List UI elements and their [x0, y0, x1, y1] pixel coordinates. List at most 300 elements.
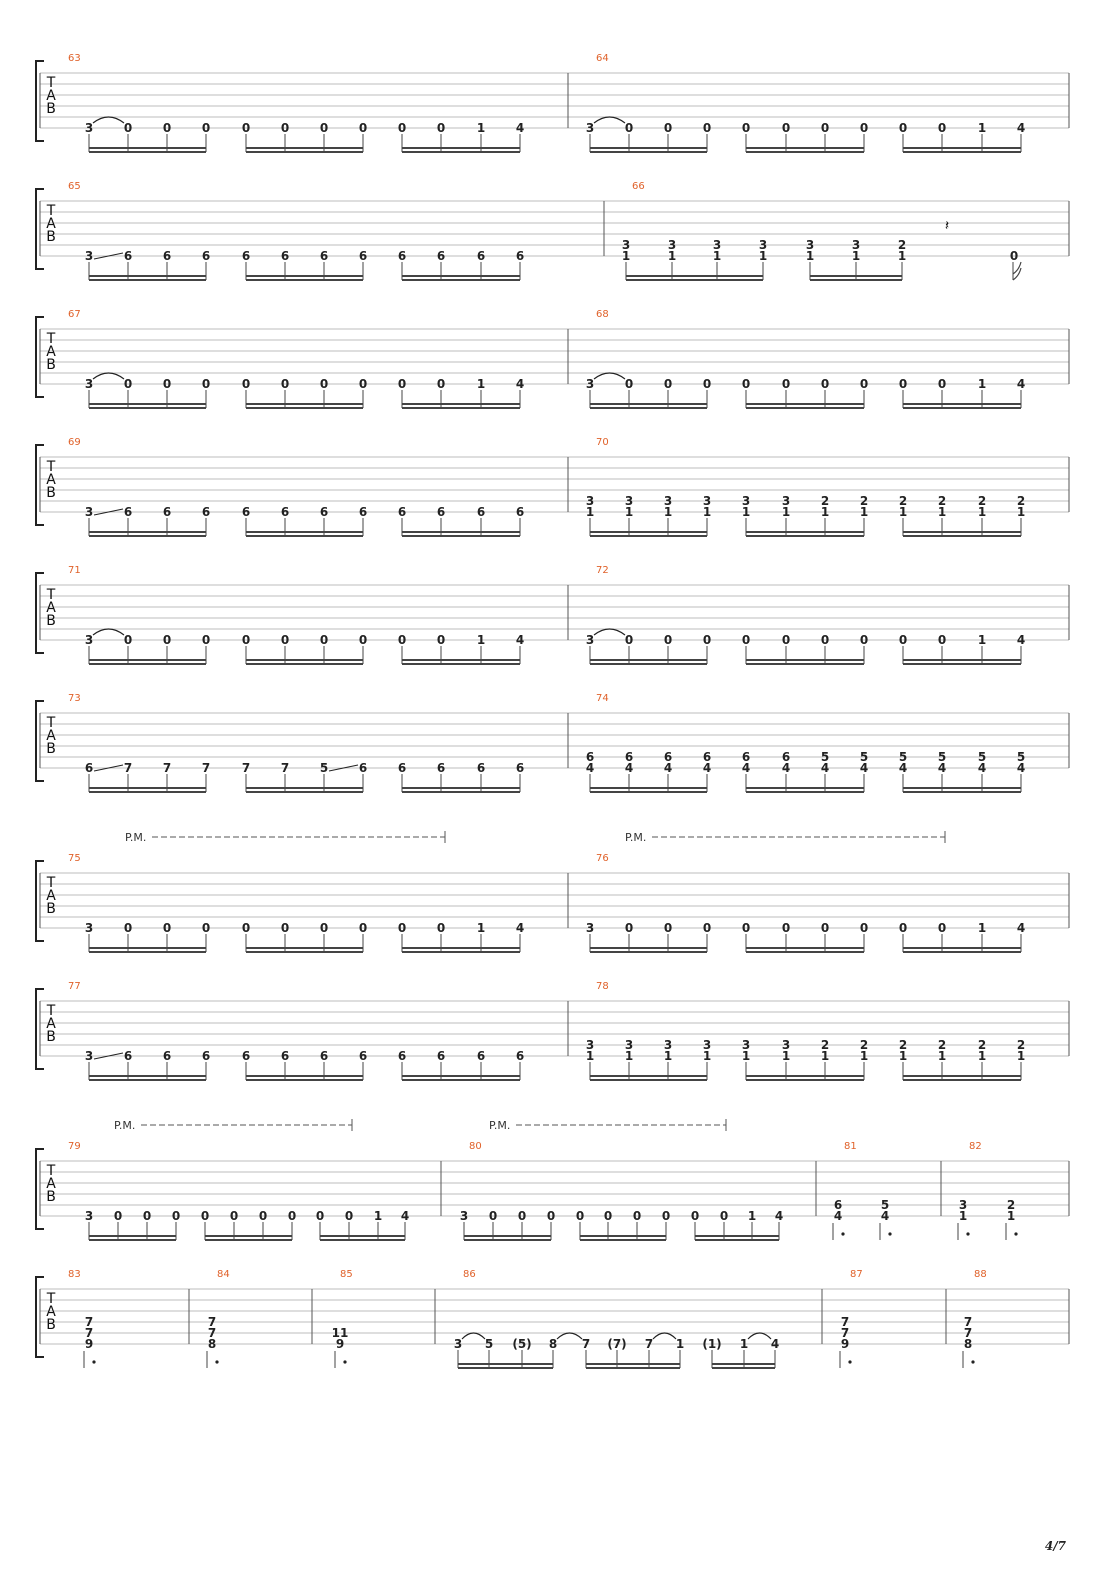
fret-number: 0	[436, 121, 446, 135]
fret-number: 7	[84, 1315, 94, 1329]
fret-number: 4	[400, 1209, 410, 1223]
fret-number: 0	[898, 377, 908, 391]
tab-clef-letter: T	[46, 1003, 56, 1019]
fret-number: 8	[963, 1337, 973, 1351]
fret-number: 6	[280, 1049, 290, 1063]
fret-number: 1	[675, 1337, 685, 1351]
fret-number: 0	[162, 633, 172, 647]
fret-number: 4	[585, 761, 595, 775]
fret-number: 3	[741, 494, 751, 508]
fret-number: 2	[820, 494, 830, 508]
fret-number: 4	[820, 761, 830, 775]
fret-number: 1	[898, 505, 908, 519]
fret-number: 4	[1016, 761, 1026, 775]
tab-clef-letter: B	[46, 613, 56, 629]
fret-number: 1	[663, 1049, 673, 1063]
fret-number: 6	[241, 505, 251, 519]
fret-number: 6	[280, 505, 290, 519]
fret-number: 7	[280, 761, 290, 775]
fret-number: 0	[200, 1209, 210, 1223]
fret-number: 7	[963, 1326, 973, 1340]
slur	[594, 117, 625, 123]
fret-number: 1	[621, 249, 631, 263]
fret-number: 3	[453, 1337, 463, 1351]
fret-number: 1	[476, 377, 486, 391]
fret-number: 3	[585, 121, 595, 135]
fret-number: 4	[515, 377, 525, 391]
fret-number: 0	[624, 121, 634, 135]
tab-clef-letter: B	[46, 485, 56, 501]
fret-number: 6	[515, 505, 525, 519]
fret-number: 0	[319, 921, 329, 935]
measure-number: 82	[969, 1141, 982, 1152]
fret-number: 5	[1016, 750, 1026, 764]
tab-clef-letter: A	[46, 728, 56, 744]
fret-number: 4	[774, 1209, 784, 1223]
fret-number: 2	[937, 1038, 947, 1052]
fret-number: 5	[977, 750, 987, 764]
tab-clef-letter: T	[46, 1291, 56, 1307]
measure-number: 83	[68, 1269, 81, 1280]
fret-number: 3	[84, 1049, 94, 1063]
fret-number: 0	[859, 121, 869, 135]
palm-mute-label: P.M.	[125, 831, 147, 844]
fret-number: 6	[781, 750, 791, 764]
tab-clef-letter: B	[46, 1029, 56, 1045]
fret-number: 3	[702, 1038, 712, 1052]
fret-number: 0	[280, 121, 290, 135]
fret-number: 4	[977, 761, 987, 775]
fret-number: 6	[663, 750, 673, 764]
fret-number: 1	[937, 1049, 947, 1063]
fret-number: 0	[781, 921, 791, 935]
fret-number: 2	[1016, 1038, 1026, 1052]
tab-clef-letter: A	[46, 344, 56, 360]
fret-number: 2	[898, 494, 908, 508]
fret-number: 1	[977, 121, 987, 135]
fret-number: 0	[201, 633, 211, 647]
tab-clef-letter: B	[46, 741, 56, 757]
fret-number: 0	[436, 377, 446, 391]
slur	[93, 117, 124, 123]
fret-number: 6	[319, 505, 329, 519]
fret-number: 6	[624, 750, 634, 764]
fret-number: 3	[624, 494, 634, 508]
fret-number: 0	[162, 121, 172, 135]
fret-number: 0	[781, 121, 791, 135]
fret-number: 1	[977, 505, 987, 519]
measure-number: 67	[68, 309, 81, 320]
fret-number: 0	[258, 1209, 268, 1223]
tab-clef-letter: T	[46, 587, 56, 603]
fret-number: 3	[781, 1038, 791, 1052]
dot	[841, 1232, 844, 1235]
fret-number: 6	[436, 249, 446, 263]
fret-number: 6	[585, 750, 595, 764]
slur	[653, 1333, 676, 1339]
fret-number: 0	[661, 1209, 671, 1223]
fret-number: 0	[575, 1209, 585, 1223]
tab-clef-letter: A	[46, 1304, 56, 1320]
fret-number: 6	[358, 761, 368, 775]
fret-number: 0	[123, 921, 133, 935]
fret-number: 7	[644, 1337, 654, 1351]
fret-number: 0	[287, 1209, 297, 1223]
fret-number: 1	[712, 249, 722, 263]
fret-number: 5	[859, 750, 869, 764]
fret-number: 4	[624, 761, 634, 775]
fret-number: 3	[702, 494, 712, 508]
slur	[748, 1333, 771, 1339]
fret-number: 0	[859, 633, 869, 647]
fret-number: 0	[113, 1209, 123, 1223]
fret-number: 0	[820, 633, 830, 647]
fret-number: 0	[436, 633, 446, 647]
fret-number: 1	[747, 1209, 757, 1223]
fret-number: 0	[781, 377, 791, 391]
fret-number: 0	[201, 921, 211, 935]
fret-number: 6	[241, 1049, 251, 1063]
tab-clef-letter: A	[46, 1176, 56, 1192]
fret-number: 2	[977, 1038, 987, 1052]
fret-number: 6	[358, 249, 368, 263]
fret-number: 3	[585, 633, 595, 647]
fret-number: 0	[280, 377, 290, 391]
fret-number: 7	[963, 1315, 973, 1329]
fret-number: 3	[958, 1198, 968, 1212]
fret-number: 7	[201, 761, 211, 775]
fret-number: 0	[358, 921, 368, 935]
fret-number: 1	[1016, 505, 1026, 519]
fret-number: 3	[585, 1038, 595, 1052]
fret-number: (1)	[702, 1337, 722, 1351]
fret-number: 4	[515, 921, 525, 935]
fret-number: (7)	[607, 1337, 627, 1351]
fret-number: 6	[476, 761, 486, 775]
fret-number: 0	[123, 633, 133, 647]
fret-number: 6	[476, 1049, 486, 1063]
fret-number: 6	[319, 249, 329, 263]
fret-number: 0	[624, 633, 634, 647]
fret-number: 7	[840, 1315, 850, 1329]
fret-number: 6	[201, 249, 211, 263]
fret-number: 6	[833, 1198, 843, 1212]
dot	[971, 1360, 974, 1363]
slur	[462, 1333, 485, 1339]
fret-number: 6	[436, 505, 446, 519]
fret-number: 6	[162, 1049, 172, 1063]
fret-number: 4	[781, 761, 791, 775]
fret-number: 0	[358, 121, 368, 135]
fret-number: 6	[476, 505, 486, 519]
fret-number: 0	[358, 377, 368, 391]
fret-number: 1	[624, 1049, 634, 1063]
fret-number: 0	[690, 1209, 700, 1223]
measure-number: 72	[596, 565, 609, 576]
measure-number: 78	[596, 981, 609, 992]
fret-number: 0	[358, 633, 368, 647]
fret-number: 0	[663, 121, 673, 135]
dot	[1014, 1232, 1017, 1235]
fret-number: 3	[663, 1038, 673, 1052]
fret-number: 4	[833, 1209, 843, 1223]
fret-number: 1	[897, 249, 907, 263]
fret-number: 0	[397, 921, 407, 935]
dot	[215, 1360, 218, 1363]
fret-number: 0	[859, 377, 869, 391]
fret-number: 7	[207, 1315, 217, 1329]
fret-number: 0	[781, 633, 791, 647]
fret-number: 7	[241, 761, 251, 775]
fret-number: 6	[123, 249, 133, 263]
fret-number: 6	[280, 249, 290, 263]
fret-number: 4	[702, 761, 712, 775]
fret-number: 4	[663, 761, 673, 775]
fret-number: 1	[977, 1049, 987, 1063]
fret-number: 6	[241, 249, 251, 263]
fret-number: 0	[319, 633, 329, 647]
fret-number: 6	[162, 505, 172, 519]
fret-number: 5	[820, 750, 830, 764]
fret-number: (5)	[512, 1337, 532, 1351]
fret-number: 0	[1009, 249, 1019, 263]
fret-number: 5	[880, 1198, 890, 1212]
fret-number: 3	[758, 238, 768, 252]
fret-number: 0	[344, 1209, 354, 1223]
fret-number: 0	[937, 121, 947, 135]
measure-number: 84	[217, 1269, 230, 1280]
fret-number: 0	[702, 633, 712, 647]
fret-number: 0	[741, 921, 751, 935]
fret-number: 3	[84, 505, 94, 519]
fret-number: 6	[123, 1049, 133, 1063]
fret-number: 0	[937, 633, 947, 647]
tab-clef-letter: T	[46, 715, 56, 731]
fret-number: 0	[702, 121, 712, 135]
fret-number: 0	[280, 633, 290, 647]
fret-number: 0	[702, 921, 712, 935]
fret-number: 4	[1016, 377, 1026, 391]
fret-number: 1	[805, 249, 815, 263]
fret-number: 3	[624, 1038, 634, 1052]
fret-number: 3	[84, 249, 94, 263]
fret-number: 1	[702, 505, 712, 519]
tab-clef-letter: T	[46, 1163, 56, 1179]
fret-number: 0	[397, 121, 407, 135]
dot	[888, 1232, 891, 1235]
fret-number: 6	[358, 1049, 368, 1063]
fret-number: 3	[585, 494, 595, 508]
fret-number: 1	[373, 1209, 383, 1223]
palm-mute-label: P.M.	[489, 1119, 511, 1132]
tab-clef-letter: T	[46, 459, 56, 475]
tab-clef-letter: B	[46, 229, 56, 245]
fret-number: 0	[603, 1209, 613, 1223]
fret-number: 4	[515, 633, 525, 647]
fret-number: 1	[702, 1049, 712, 1063]
note-flag	[1013, 262, 1021, 280]
fret-number: 0	[241, 633, 251, 647]
fret-number: 1	[739, 1337, 749, 1351]
fret-number: 4	[1016, 633, 1026, 647]
fret-number: 6	[397, 249, 407, 263]
fret-number: 1	[781, 1049, 791, 1063]
fret-number: 0	[624, 377, 634, 391]
fret-number: 1	[663, 505, 673, 519]
tab-clef-letter: B	[46, 901, 56, 917]
fret-number: 2	[1016, 494, 1026, 508]
fret-number: 0	[517, 1209, 527, 1223]
fret-number: 6	[436, 761, 446, 775]
fret-number: 6	[436, 1049, 446, 1063]
fret-number: 0	[663, 921, 673, 935]
tab-clef-letter: A	[46, 1016, 56, 1032]
fret-number: 0	[741, 633, 751, 647]
fret-number: 1	[859, 505, 869, 519]
fret-number: 1	[898, 1049, 908, 1063]
fret-number: 0	[280, 921, 290, 935]
tab-clef-letter: A	[46, 888, 56, 904]
measure-number: 77	[68, 981, 81, 992]
fret-number: 5	[937, 750, 947, 764]
fret-number: 1	[937, 505, 947, 519]
quarter-rest: 𝄽	[944, 218, 950, 234]
fret-number: 0	[898, 921, 908, 935]
fret-number: 1	[624, 505, 634, 519]
fret-number: 0	[241, 121, 251, 135]
fret-number: 7	[84, 1326, 94, 1340]
fret-number: 0	[741, 377, 751, 391]
fret-number: 0	[397, 377, 407, 391]
slur	[93, 629, 124, 635]
measure-number: 65	[68, 181, 81, 192]
fret-number: 0	[624, 921, 634, 935]
measure-number: 70	[596, 437, 609, 448]
fret-number: 7	[581, 1337, 591, 1351]
tab-clef-letter: B	[46, 101, 56, 117]
fret-number: 0	[397, 633, 407, 647]
fret-number: 0	[663, 377, 673, 391]
fret-number: 3	[851, 238, 861, 252]
tab-clef-letter: B	[46, 357, 56, 373]
fret-number: 2	[859, 494, 869, 508]
fret-number: 1	[977, 921, 987, 935]
fret-number: 6	[397, 1049, 407, 1063]
fret-number: 0	[859, 921, 869, 935]
fret-number: 4	[937, 761, 947, 775]
fret-number: 4	[859, 761, 869, 775]
fret-number: 4	[770, 1337, 780, 1351]
fret-number: 1	[977, 377, 987, 391]
measure-number: 85	[340, 1269, 353, 1280]
fret-number: 4	[1016, 121, 1026, 135]
fret-number: 1	[859, 1049, 869, 1063]
fret-number: 1	[977, 633, 987, 647]
fret-number: 5	[319, 761, 329, 775]
fret-number: 7	[162, 761, 172, 775]
fret-number: 3	[585, 377, 595, 391]
fret-number: 0	[123, 121, 133, 135]
fret-number: 1	[820, 505, 830, 519]
fret-number: 1	[820, 1049, 830, 1063]
fret-number: 3	[84, 921, 94, 935]
slur	[557, 1333, 582, 1339]
fret-number: 6	[515, 249, 525, 263]
page-number: 4/7	[1044, 1539, 1066, 1553]
fret-number: 3	[741, 1038, 751, 1052]
fret-number: 1	[1006, 1209, 1016, 1223]
fret-number: 0	[937, 921, 947, 935]
fret-number: 1	[741, 1049, 751, 1063]
tab-clef-letter: A	[46, 216, 56, 232]
dot	[92, 1360, 95, 1363]
fret-number: 4	[898, 761, 908, 775]
fret-number: 3	[84, 377, 94, 391]
fret-number: 0	[162, 921, 172, 935]
fret-number: 0	[663, 633, 673, 647]
fret-number: 1	[585, 1049, 595, 1063]
fret-number: 0	[488, 1209, 498, 1223]
fret-number: 1	[1016, 1049, 1026, 1063]
measure-number: 80	[469, 1141, 482, 1152]
fret-number: 5	[484, 1337, 494, 1351]
fret-number: 6	[123, 505, 133, 519]
fret-number: 6	[515, 1049, 525, 1063]
fret-number: 2	[937, 494, 947, 508]
dot	[848, 1360, 851, 1363]
measure-number: 74	[596, 693, 609, 704]
fret-number: 0	[319, 121, 329, 135]
fret-number: 1	[851, 249, 861, 263]
fret-number: 6	[741, 750, 751, 764]
measure-number: 88	[974, 1269, 987, 1280]
dot	[966, 1232, 969, 1235]
fret-number: 11	[331, 1326, 349, 1340]
fret-number: 0	[315, 1209, 325, 1223]
fret-number: 6	[515, 761, 525, 775]
tab-clef-letter: T	[46, 331, 56, 347]
fret-number: 0	[546, 1209, 556, 1223]
fret-number: 0	[820, 377, 830, 391]
fret-number: 0	[820, 921, 830, 935]
fret-number: 0	[820, 121, 830, 135]
palm-mute-label: P.M.	[625, 831, 647, 844]
fret-number: 4	[880, 1209, 890, 1223]
fret-number: 1	[781, 505, 791, 519]
fret-number: 6	[319, 1049, 329, 1063]
fret-number: 0	[898, 121, 908, 135]
fret-number: 8	[207, 1337, 217, 1351]
fret-number: 6	[702, 750, 712, 764]
fret-number: 2	[1006, 1198, 1016, 1212]
fret-number: 6	[201, 1049, 211, 1063]
measure-number: 76	[596, 853, 609, 864]
fret-number: 0	[319, 377, 329, 391]
fret-number: 2	[898, 1038, 908, 1052]
fret-number: 0	[201, 377, 211, 391]
fret-number: 0	[632, 1209, 642, 1223]
fret-number: 8	[548, 1337, 558, 1351]
tab-clef-letter: A	[46, 600, 56, 616]
fret-number: 0	[241, 377, 251, 391]
fret-number: 4	[515, 121, 525, 135]
tab-clef-letter: T	[46, 75, 56, 91]
fret-number: 0	[171, 1209, 181, 1223]
fret-number: 3	[84, 121, 94, 135]
measure-number: 69	[68, 437, 81, 448]
tab-clef-letter: T	[46, 203, 56, 219]
tab-clef-letter: B	[46, 1317, 56, 1333]
